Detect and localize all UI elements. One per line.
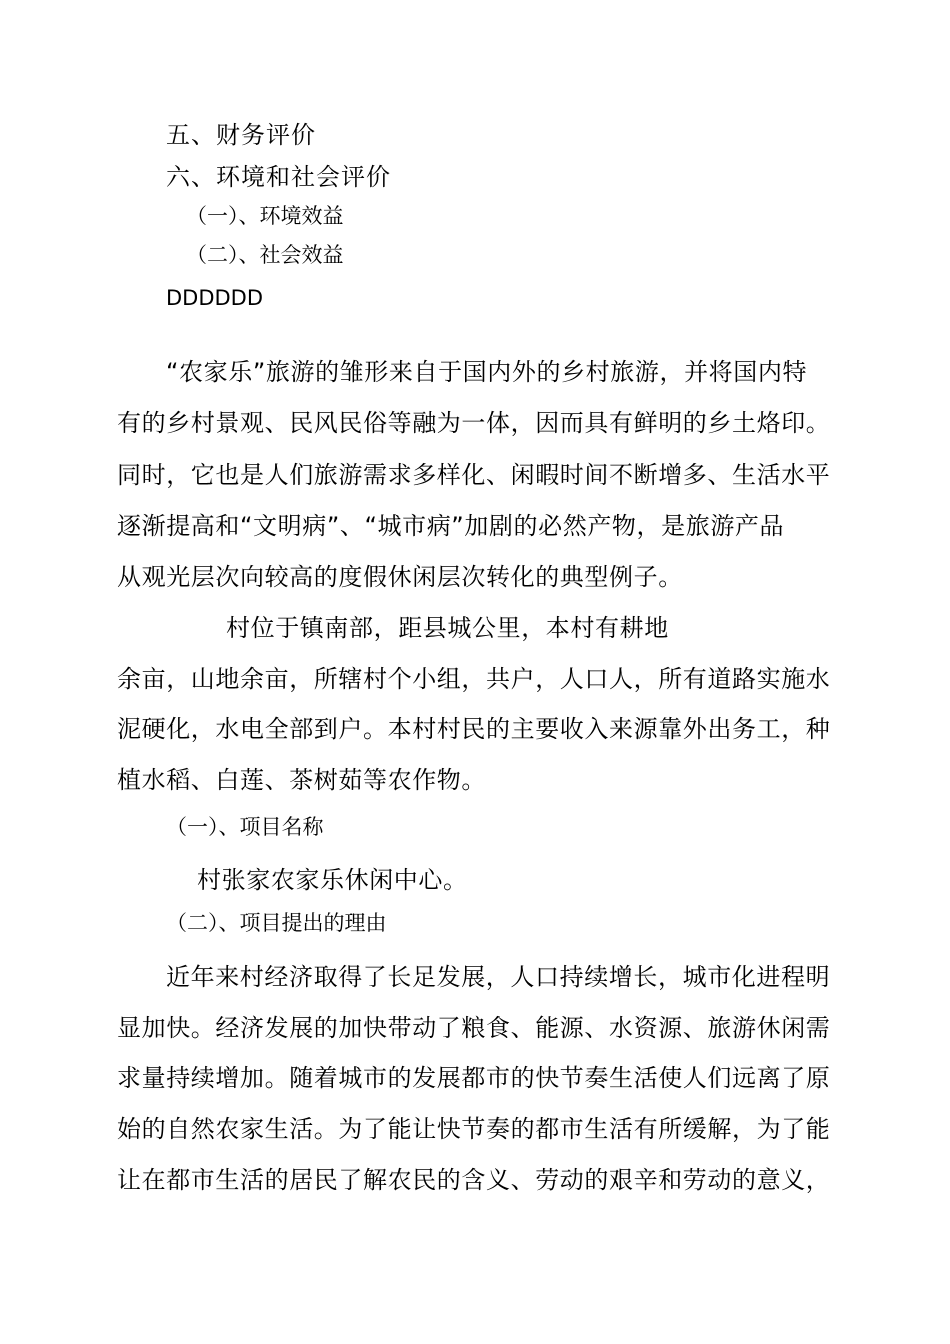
paragraph-line: 逐渐提高和“文明病”、“城市病”加剧的必然产物，是旅游产品 [117, 512, 785, 540]
toc-item-financial-evaluation: 五、财务评价 [166, 121, 316, 149]
paragraph-line: 显加快。经济发展的加快带动了粮食、能源、水资源、旅游休闲需 [117, 1014, 831, 1042]
paragraph-line: 有的乡村景观、民风民俗等融为一体，因而具有鲜明的乡土烙印。 [117, 409, 831, 437]
toc-subitem-social-benefit: （二）、社会效益 [186, 243, 344, 267]
toc-item-environmental-social-evaluation: 六、环境和社会评价 [166, 163, 391, 191]
paragraph-line: “农家乐”旅游的雏形来自于国内外的乡村旅游，并将国内特 [166, 358, 808, 386]
project-name-text: 村张家农家乐休闲中心。 [197, 866, 468, 894]
paragraph-line: 余亩，山地余亩，所辖村个小组，共户，人口人，所有道路实施水 [117, 665, 831, 693]
paragraph-line: 近年来村经济取得了长足发展，人口持续增长，城市化进程明 [166, 963, 831, 991]
paragraph-line: 村位于镇南部，距县城公里，本村有耕地 [226, 614, 669, 642]
paragraph-line: 始的自然农家生活。为了能让快节奏的都市生活有所缓解，为了能 [117, 1115, 831, 1143]
section-heading-project-reason: （二）、项目提出的理由 [166, 911, 387, 935]
paragraph-line: 从观光层次向较高的度假休闲层次转化的典型例子。 [117, 563, 683, 591]
paragraph-line: 让在都市生活的居民了解农民的含义、劳动的艰辛和劳动的意义， [117, 1166, 831, 1194]
paragraph-line: 求量持续增加。随着城市的发展都市的快节奏生活使人们远离了原 [117, 1064, 831, 1092]
section-heading-project-name: （一）、项目名称 [166, 815, 324, 839]
paragraph-line: 泥硬化，水电全部到户。本村村民的主要收入来源靠外出务工，种 [117, 715, 831, 743]
placeholder-text: DDDDDD [166, 286, 264, 310]
paragraph-line: 植水稻、白莲、茶树茹等农作物。 [117, 766, 486, 794]
toc-subitem-environmental-benefit: （一）、环境效益 [186, 204, 344, 228]
paragraph-line: 同时，它也是人们旅游需求多样化、闲暇时间不断增多、生活水平 [117, 461, 831, 489]
